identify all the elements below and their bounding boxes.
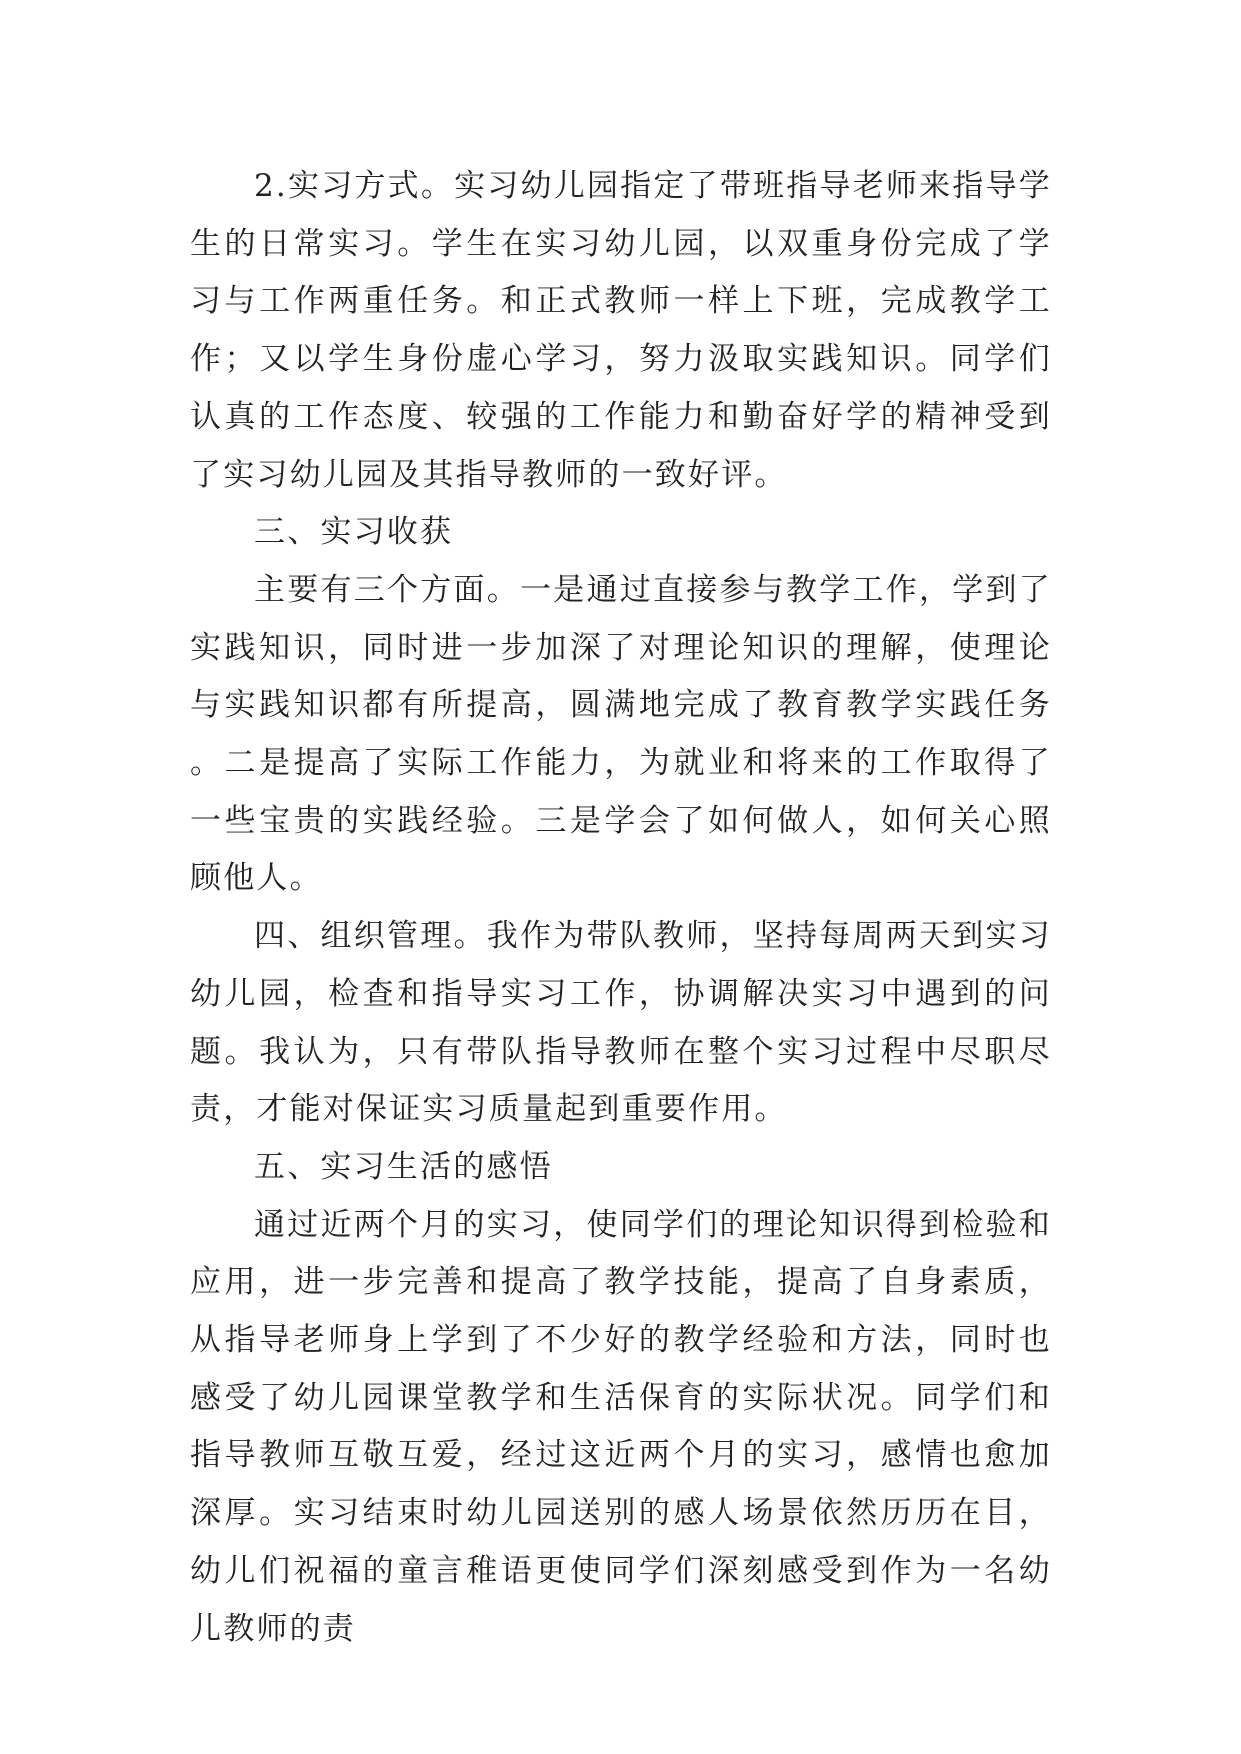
- document-body: [190, 158, 1052, 1658]
- heading-internship-reflections: 五、实习生活的感悟: [254, 1148, 553, 1185]
- paragraph-organization-management: 四、组织管理。我作为带队教师，坚持每周两天到实习幼儿园，检查和指导实习工作，协调解决实习中遇到的问题。我认为，只有带队指导教师在整个实习过程中尽职尽责，才能对保证实习质量起到重要作用。: [190, 918, 1052, 1128]
- paragraph-internship-method: 2.实习方式。实习幼儿园指定了带班指导老师来指导学生的日常实习。学生在实习幼儿园，以双重身份完成了学习与工作两重任务。和正式教师一样上下班，完成教学工作；又以学生身份虚心学习，努力汲取实践知识。同学们认真的工作态度、较强的工作能力和勤奋好学的精神受到了实习幼儿园及其指导教师的一致好评。: [190, 168, 1052, 493]
- paragraph-internship-reflections: 通过近两个月的实习，使同学们的理论知识得到检验和应用，进一步完善和提高了教学技能，提高了自身素质，从指导老师身上学到了不少好的教学经验和方法，同时也感受了幼儿园课堂教学和生活保育的实际状况。同学们和指导教师互敬互爱，经过这近两个月的实习，感情也愈加深厚。实习结束时幼儿园送别的感人场景依然历历在目，幼儿们祝福的童言稚语更使同学们深刻感受到作为一名幼儿教师的责: [190, 1206, 1052, 1647]
- heading-internship-gains: 三、实习收获: [254, 514, 454, 551]
- paragraph-internship-gains: 主要有三个方面。一是通过直接参与教学工作，学到了实践知识，同时进一步加深了对理论知识的理解，使理论与实践知识都有所提高，圆满地完成了教育教学实践任务。二是提高了实际工作能力，为就业和将来的工作取得了一些宝贵的实践经验。三是学会了如何做人，如何关心照顾他人。: [190, 571, 1052, 897]
